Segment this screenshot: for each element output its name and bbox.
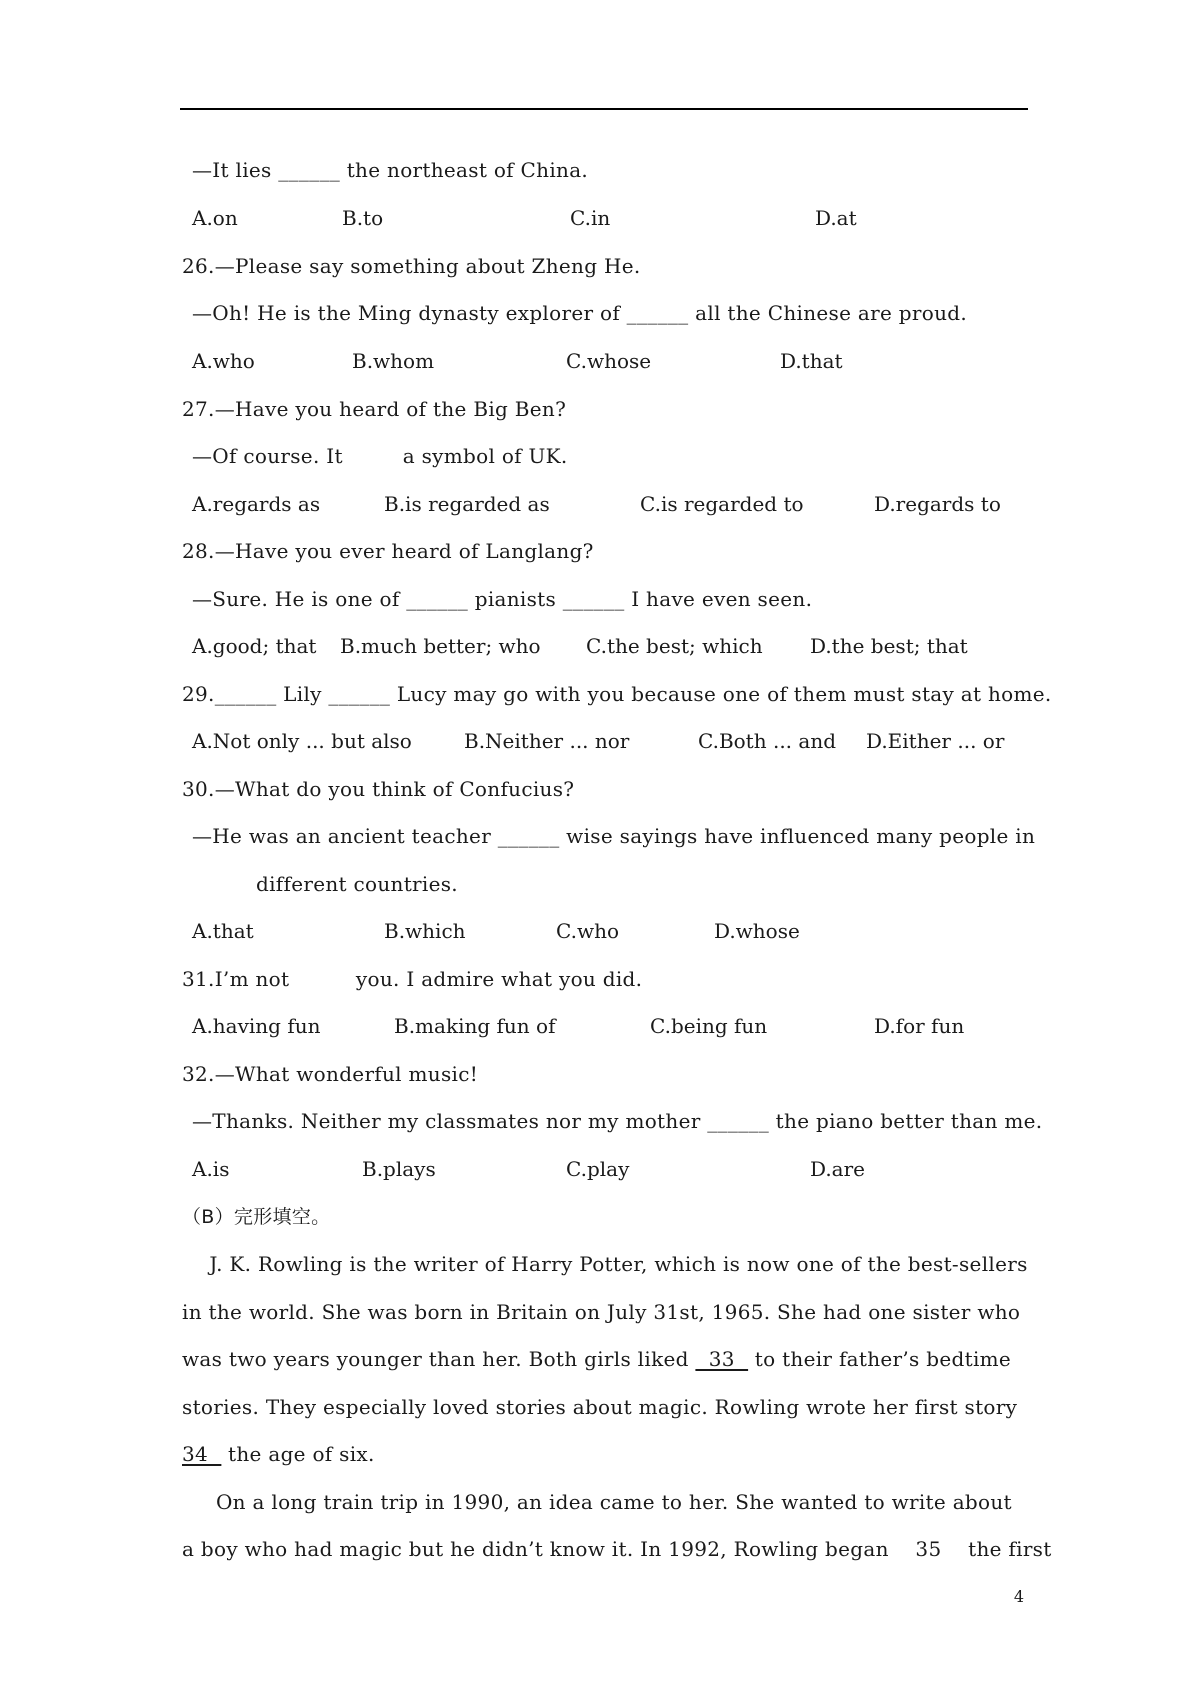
q28-answer-line: —Sure. He is one of ______ pianists ______ I have even seen. bbox=[192, 587, 813, 611]
q27-option-c: C.is regarded to bbox=[640, 492, 804, 516]
q27-stem: 27.—Have you heard of the Big Ben? bbox=[182, 397, 567, 421]
blank-33: 33 bbox=[695, 1347, 749, 1371]
page-number: 4 bbox=[1013, 1587, 1024, 1606]
q30-stem: 30.—What do you think of Confucius? bbox=[182, 777, 575, 801]
q30-option-d: D.whose bbox=[714, 919, 800, 943]
blank-34: 34 bbox=[182, 1442, 222, 1466]
q26-answer-line: —Oh! He is the Ming dynasty explorer of ______ all the Chinese are proud. bbox=[192, 301, 968, 325]
q32-stem: 32.—What wonderful music! bbox=[182, 1062, 479, 1086]
q28-option-d: D.the best; that bbox=[810, 634, 968, 658]
q28-stem: 28.—Have you ever heard of Langlang? bbox=[182, 539, 594, 563]
q28-option-a: A.good; that bbox=[192, 634, 317, 658]
passage-p1-line2: in the world. She was born in Britain on July 31st, 1965. She had one sister who bbox=[182, 1300, 1021, 1324]
header-rule bbox=[180, 108, 1028, 110]
q27-answer-line: —Of course. It a symbol of UK. bbox=[192, 444, 568, 468]
q27-option-d: D.regards to bbox=[874, 492, 1001, 516]
q31-option-d: D.for fun bbox=[874, 1014, 965, 1038]
q25-option-a: A.on bbox=[192, 206, 238, 230]
passage-p1-line5 bbox=[182, 1442, 375, 1466]
q29-option-d: D.Either ... or bbox=[866, 729, 1005, 753]
q32-option-a: A.is bbox=[192, 1157, 230, 1181]
q28-option-c: C.the best; which bbox=[586, 634, 763, 658]
passage-p1-line4: stories. They especially loved stories about magic. Rowling wrote her first story bbox=[182, 1395, 1018, 1419]
q30-option-c: C.who bbox=[556, 919, 619, 943]
q25-option-c: C.in bbox=[570, 206, 611, 230]
q26-stem: 26.—Please say something about Zheng He. bbox=[182, 254, 641, 278]
section-b-heading: （B）完形填空。 bbox=[182, 1206, 331, 1228]
passage-p2-line2: a boy who had magic but he didn’t know it. In 1992, Rowling began 35 the first bbox=[182, 1537, 1052, 1561]
passage-text: was two years younger than her. Both girls liked bbox=[182, 1347, 696, 1371]
q29-option-b: B.Neither ... nor bbox=[464, 729, 630, 753]
q29-stem: 29.______ Lily ______ Lucy may go with you because one of them must stay at home. bbox=[182, 682, 1052, 706]
q31-option-c: C.being fun bbox=[650, 1014, 768, 1038]
q31-stem: 31.I’m not you. I admire what you did. bbox=[182, 967, 643, 991]
q28-option-b: B.much better; who bbox=[340, 634, 541, 658]
q32-option-d: D.are bbox=[810, 1157, 865, 1181]
passage-text: to their father’s bedtime bbox=[748, 1347, 1012, 1371]
q26-option-c: C.whose bbox=[566, 349, 652, 373]
passage-p1-line3 bbox=[182, 1347, 1011, 1371]
q31-option-b: B.making fun of bbox=[394, 1014, 556, 1038]
q27-option-b: B.is regarded as bbox=[384, 492, 550, 516]
q26-option-d: D.that bbox=[780, 349, 843, 373]
passage-p1-line1: J. K. Rowling is the writer of Harry Potter, which is now one of the best-sellers bbox=[196, 1252, 1028, 1276]
q32-option-c: C.play bbox=[566, 1157, 630, 1181]
q31-option-a: A.having fun bbox=[192, 1014, 321, 1038]
q25-option-d: D.at bbox=[815, 206, 857, 230]
q30-option-a: A.that bbox=[192, 919, 254, 943]
q25-option-b: B.to bbox=[342, 206, 384, 230]
q32-option-b: B.plays bbox=[362, 1157, 436, 1181]
q25-answer-line: —It lies ______ the northeast of China. bbox=[192, 158, 589, 182]
q26-option-a: A.who bbox=[192, 349, 255, 373]
q26-option-b: B.whom bbox=[352, 349, 435, 373]
q27-option-a: A.regards as bbox=[192, 492, 321, 516]
q29-option-c: C.Both ... and bbox=[698, 729, 836, 753]
q30-option-b: B.which bbox=[384, 919, 466, 943]
q30-answer-line-2: different countries. bbox=[256, 872, 458, 896]
q30-answer-line-1: —He was an ancient teacher ______ wise sayings have influenced many people in bbox=[192, 824, 1036, 848]
q29-option-a: A.Not only ... but also bbox=[192, 729, 412, 753]
q32-answer-line: —Thanks. Neither my classmates nor my mother ______ the piano better than me. bbox=[192, 1109, 1043, 1133]
passage-p2-line1: On a long train trip in 1990, an idea came to her. She wanted to write about bbox=[196, 1490, 1012, 1514]
passage-text: the age of six. bbox=[221, 1442, 375, 1466]
